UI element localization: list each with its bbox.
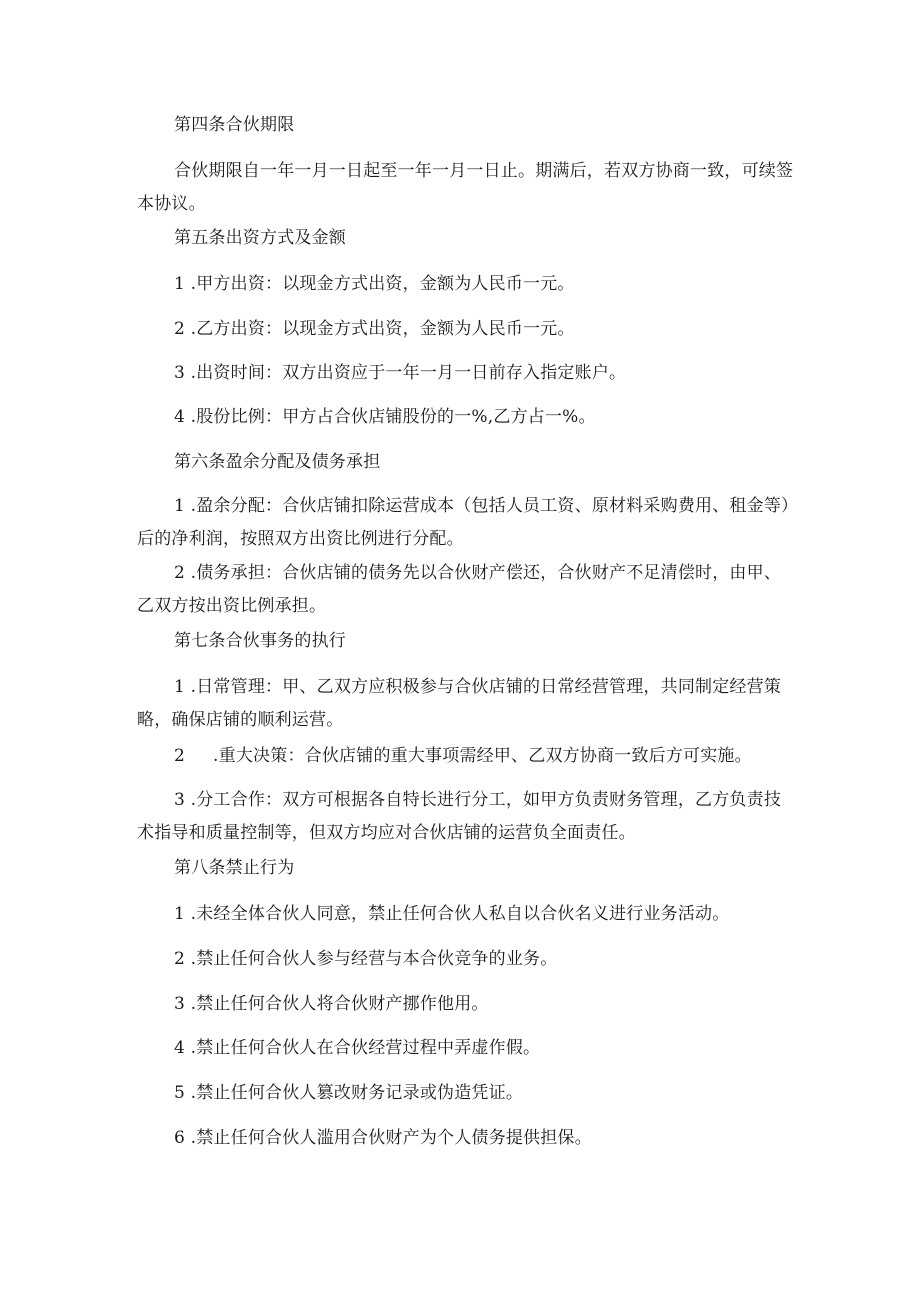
article-7-item-1: 1 .日常管理：甲、乙双方应积极参与合伙店铺的日常经营管理，共同制定经营策略，确保店铺的顺利运营。 [137, 677, 782, 730]
article-8-item-3: 3 .禁止任何合伙人将合伙财产挪作他用。 [174, 994, 489, 1014]
article-5-item-1: 1 .甲方出资：以现金方式出资，金额为人民币一元。 [174, 274, 575, 294]
article-4-text: 合伙期限自一年一月一日起至一年一月一日止。期满后，若双方协商一致，可续签本协议。 [137, 161, 794, 214]
article-6-item-1: 1 .盈余分配：合伙店铺扣除运营成本（包括人员工资、原材料采购费用、租金等）后的净利润，按照双方出资比例进行分配。 [137, 496, 790, 549]
article-5-item-3: 3 .出资时间：双方出资应于一年一月一日前存入指定账户。 [174, 363, 627, 383]
article-5-item-2: 2 .乙方出资：以现金方式出资，金额为人民币一元。 [174, 319, 575, 339]
article-8-item-5: 5 .禁止任何合伙人篡改财务记录或伪造凭证。 [174, 1083, 524, 1103]
article-8-item-2: 2 .禁止任何合伙人参与经营与本合伙竞争的业务。 [174, 949, 558, 969]
article-7-item-2: 2 .重大决策：合伙店铺的重大事项需经甲、乙双方协商一致后方可实施。 [174, 746, 752, 766]
article-6-heading: 第六条盈余分配及债务承担 [174, 452, 381, 472]
article-5-item-4: 4 .股份比例：甲方占合伙店铺股份的一%,乙方占一%。 [174, 407, 596, 427]
article-6-item-2: 2 .债务承担：合伙店铺的债务先以合伙财产偿还，合伙财产不足清偿时，由甲、乙双方按出资比例承担。 [137, 563, 782, 616]
article-5-heading: 第五条出资方式及金额 [174, 228, 346, 248]
article-7-item-3: 3 .分工合作：双方可根据各自特长进行分工，如甲方负责财务管理，乙方负责技术指导和质量控制等，但双方均应对合伙店铺的运营负全面责任。 [137, 790, 782, 843]
article-8-item-1: 1 .未经全体合伙人同意，禁止任何合伙人私自以合伙名义进行业务活动。 [174, 904, 730, 924]
article-8-item-4: 4 .禁止任何合伙人在合伙经营过程中弄虚作假。 [174, 1038, 541, 1058]
article-7-heading: 第七条合伙事务的执行 [174, 631, 346, 651]
article-8-heading: 第八条禁止行为 [174, 858, 295, 878]
article-4-heading: 第四条合伙期限 [174, 115, 295, 135]
article-8-item-6: 6 .禁止任何合伙人滥用合伙财产为个人债务提供担保。 [174, 1128, 592, 1148]
